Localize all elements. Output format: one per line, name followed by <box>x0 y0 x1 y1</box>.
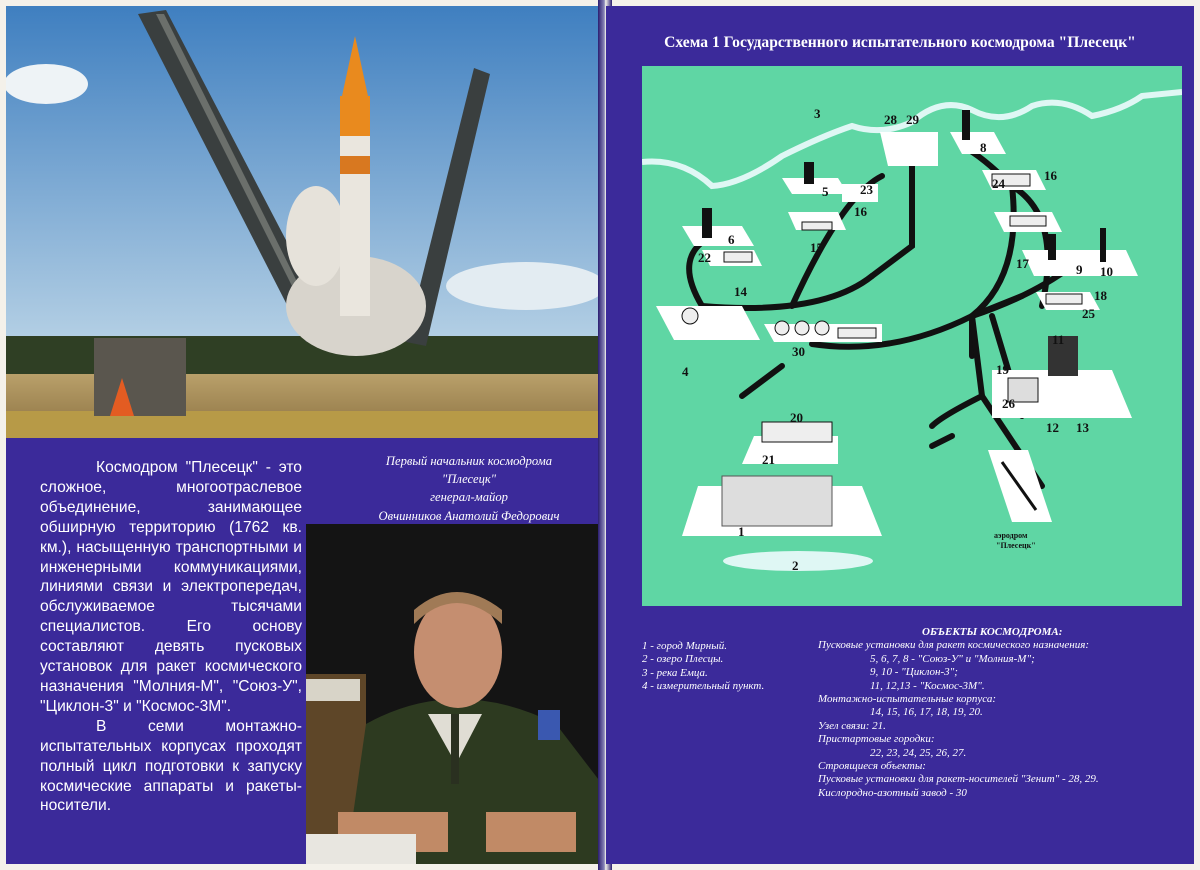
legend-item: 1 - город Мирный. <box>642 640 727 652</box>
radar-dish-icon <box>682 308 698 324</box>
building-icon <box>802 222 832 230</box>
label-14: 14 <box>734 284 747 299</box>
label-28: 28 <box>884 112 897 127</box>
label-8: 8 <box>980 140 987 155</box>
caption-line: Овчинников Анатолий Федорович <box>378 508 560 523</box>
label-5: 5 <box>822 184 829 199</box>
cosmodrome-description <box>40 458 302 816</box>
rocket-photo-illustration <box>6 6 602 438</box>
legend-line: Пусковые установки для ракет-носителей "Зенит" - 28, 29. <box>818 773 1099 786</box>
legend-line: 11, 12,13 - "Космос-3М". <box>870 679 985 692</box>
label-10: 10 <box>1100 264 1113 279</box>
legend-line: Пусковые установки для ракет космического назначения: <box>818 639 1089 652</box>
schema-title: Схема 1 Государственного испытательного космодрома "Плесецк" <box>664 34 1136 51</box>
legend-item: 2 - озеро Плесцы. <box>642 653 724 666</box>
label-11: 11 <box>1052 332 1065 347</box>
rocket-launch-pad-photo <box>6 6 602 438</box>
launch-tower-icon <box>804 162 814 184</box>
airfield-label-line1: аэродром <box>994 531 1028 540</box>
caption-line: генерал-майор <box>430 490 508 505</box>
right-page <box>606 6 1194 864</box>
tank-icon <box>795 321 809 335</box>
legend-line: Монтажно-испытательные корпуса: <box>818 693 997 706</box>
building-icon <box>1046 294 1082 304</box>
left-page <box>6 6 602 864</box>
label-17: 17 <box>1016 256 1029 271</box>
legend-line: 5, 6, 7, 8 - "Союз-У" и "Молния-М"; <box>870 652 1035 665</box>
launch-tower-icon <box>702 208 712 238</box>
caption-line: "Плесецк" <box>441 472 497 487</box>
label-9: 9 <box>1076 262 1083 277</box>
label-12: 12 <box>1046 420 1059 435</box>
legend-line: 14, 15, 16, 17, 18, 19, 20. <box>870 706 983 719</box>
building-icon <box>724 252 752 262</box>
label-23: 23 <box>860 182 873 197</box>
label-16-right: 16 <box>1044 168 1057 183</box>
legend-geography <box>642 640 764 694</box>
launch-tower-icon <box>1048 234 1056 260</box>
building-icon <box>838 328 876 338</box>
portrait-illustration <box>306 524 602 864</box>
label-2: 2 <box>792 558 799 573</box>
label-19: 19 <box>996 362 1009 377</box>
tank-icon <box>815 321 829 335</box>
building-icon <box>1010 216 1046 226</box>
legend-objects <box>818 626 1099 800</box>
legend-line: 22, 23, 24, 25, 26, 27. <box>870 746 967 759</box>
launch-tower-icon <box>962 110 970 140</box>
portrait-caption <box>340 452 598 525</box>
label-29: 29 <box>906 112 919 127</box>
object-5-platform <box>782 178 848 194</box>
object-4-platform <box>656 306 760 340</box>
legend-heading: ОБЪЕКТЫ КОСМОДРОМА: <box>922 626 1063 638</box>
label-25: 25 <box>1082 306 1095 321</box>
label-1: 1 <box>738 524 745 539</box>
city-buildings-icon <box>722 476 832 526</box>
label-3: 3 <box>814 106 821 121</box>
label-15: 15 <box>810 240 823 255</box>
legend-line: Пристартовые городки: <box>818 733 935 746</box>
description-paragraph-2: В семи монтажно-испытательных корпусах проходят полный цикл подготовки к запуску космические аппараты и ракеты-носители. <box>40 717 302 815</box>
object-6-platform <box>682 226 754 246</box>
legend-item: 3 - река Емца. <box>642 666 708 679</box>
launch-tower-icon <box>1100 228 1106 262</box>
building-icon <box>762 422 832 442</box>
legend-item: 4 - измерительный пункт. <box>642 680 765 693</box>
airfield-label-line2: "Плесецк" <box>996 541 1036 550</box>
cosmodrome-schema-map <box>642 66 1182 606</box>
legend-line: Узел связи: 21. <box>818 719 886 732</box>
label-26: 26 <box>1002 396 1015 411</box>
label-20: 20 <box>790 410 803 425</box>
legend-line: Кислородно-азотный завод - 30 <box>818 786 967 799</box>
object-28-29-platform <box>880 132 938 166</box>
legend-line: 9, 10 - "Циклон-3"; <box>870 666 958 679</box>
label-30: 30 <box>792 344 805 359</box>
caption-line: Первый начальник космодрома <box>385 454 553 468</box>
label-13: 13 <box>1076 420 1089 435</box>
commander-portrait-photo <box>306 524 602 864</box>
label-24: 24 <box>992 176 1005 191</box>
legend-line: Строящиеся объекты: <box>818 760 926 773</box>
label-21: 21 <box>762 452 775 467</box>
tank-icon <box>775 321 789 335</box>
description-paragraph-1: Космодром "Плесецк" - это сложное, многоотраслевое объединение, занимающее обширную территорию (1762 кв. км.), насыщенную транспортными и инженерными коммуникациями, линиями связи и электропередач, обслуживаемое тысячами специалистов. Его основу составляют девять пусковых установок для ракет космического назначения "Молния-М", "Союз-У", "Циклон-3" и "Космос-3М". <box>40 459 302 715</box>
label-18: 18 <box>1094 288 1107 303</box>
label-22: 22 <box>698 250 711 265</box>
label-4: 4 <box>682 364 689 379</box>
label-6: 6 <box>728 232 735 247</box>
label-16-left: 16 <box>854 204 867 219</box>
